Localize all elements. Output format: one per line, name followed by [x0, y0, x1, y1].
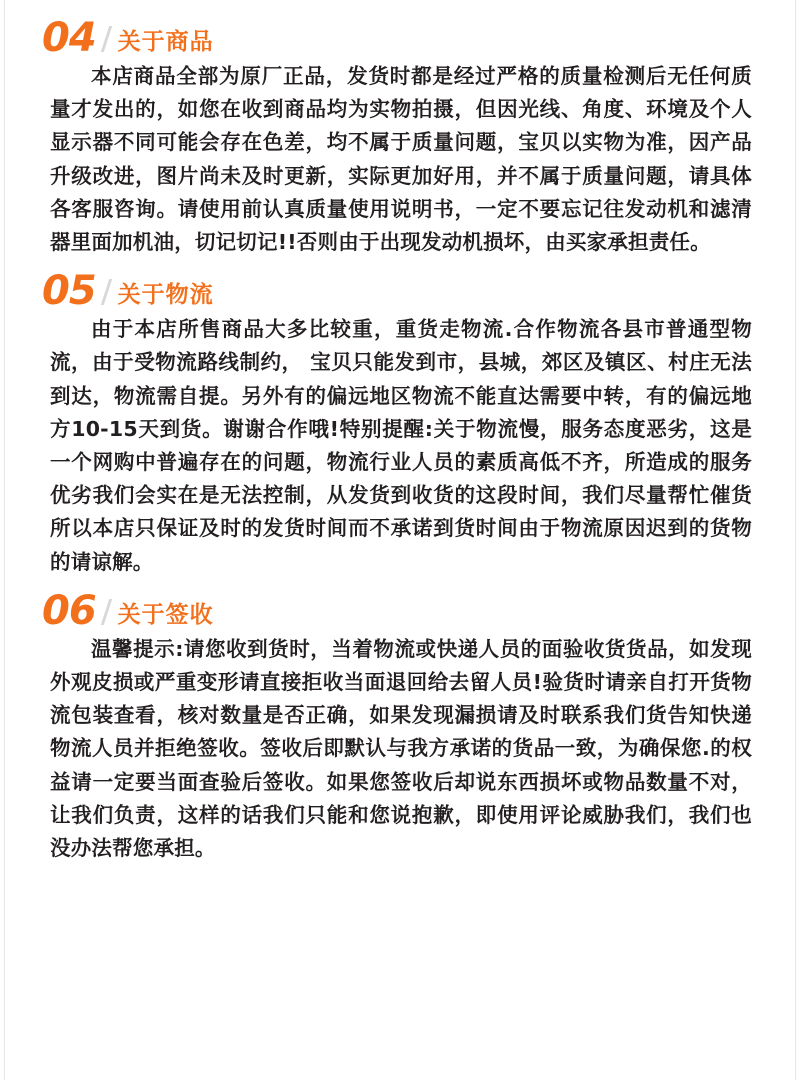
section-number: 04: [42, 15, 96, 61]
section-header: [42, 12, 776, 61]
section-number: 05: [42, 268, 96, 315]
section-body-text: 本店商品全部为原厂正品，发货时都是经过严格的质量检测后无任何质量才发出的，如您在收到商品均为实物拍摄，但因光线、角度、环境及个人显示器不同可能会存在色差，均不属于质量问题，宝贝以实物为准，因产品升级改进，图片尚未及时更新，实际更加好用，并不属于质量问题，请具体各客服咨询。请使用前认真质量使用说明书，一定不要忘记往发动机和滤清器里面加机油，切记切记!!否则由于出现发动机损坏，由买家承担责任。: [50, 64, 752, 255]
slash-decoration-icon: [98, 279, 114, 307]
section-about-logistics: [24, 265, 776, 579]
slash-decoration-icon: [98, 26, 114, 54]
section-number: 06: [42, 587, 96, 634]
section-header: [42, 265, 776, 315]
slash-decoration-icon: [98, 599, 114, 627]
section-about-product: [24, 12, 776, 259]
section-title: 关于物流: [117, 282, 214, 309]
section-title: 关于签收: [117, 601, 214, 628]
section-body-text: 温馨提示:请您收到货时，当着物流或快递人员的面验收货货品，如发现外观皮损或严重变形请直接拒收当面退回给去留人员!验货时请亲自打开货物流包装查看，核对数量是否正确，如果发现漏损请及时联系我们货告知快递物流人员并拒绝签收。签收后即默认与我方承诺的货品一致，为确保您.的权益请一定要当面查验后签收。如果您签收后却说东西损坏或物品数量不对，让我们负责，这样的话我们只能和您说抱歉，即使用评论威胁我们，我们也没办法帮您承担。: [50, 636, 752, 861]
section-body-text: 由于本店所售商品大多比较重，重货走物流.合作物流各县市普通型物流，由于受物流路线制约， 宝贝只能发到市，县城，郊区及镇区、村庄无法到达，物流需自提。另外有的偏远地区物流不能直达需要中转，有的偏远地方10-15天到货。谢谢合作哦!特别提醒:关于物流慢，服务态度恶劣，这是一个网购中普遍存在的问题，物流行业人员的素质高低不齐，所造成的服务优劣我们会实在是无法控制，从发货到收货的这段时间，我们尽量帮忙催货所以本店只保证及时的发货时间而不承诺到货时间由于物流原因迟到的货物的请谅解。: [50, 317, 752, 574]
section-title: 关于商品: [117, 29, 214, 55]
section-header: [42, 585, 776, 634]
section-about-receipt: [24, 585, 776, 865]
